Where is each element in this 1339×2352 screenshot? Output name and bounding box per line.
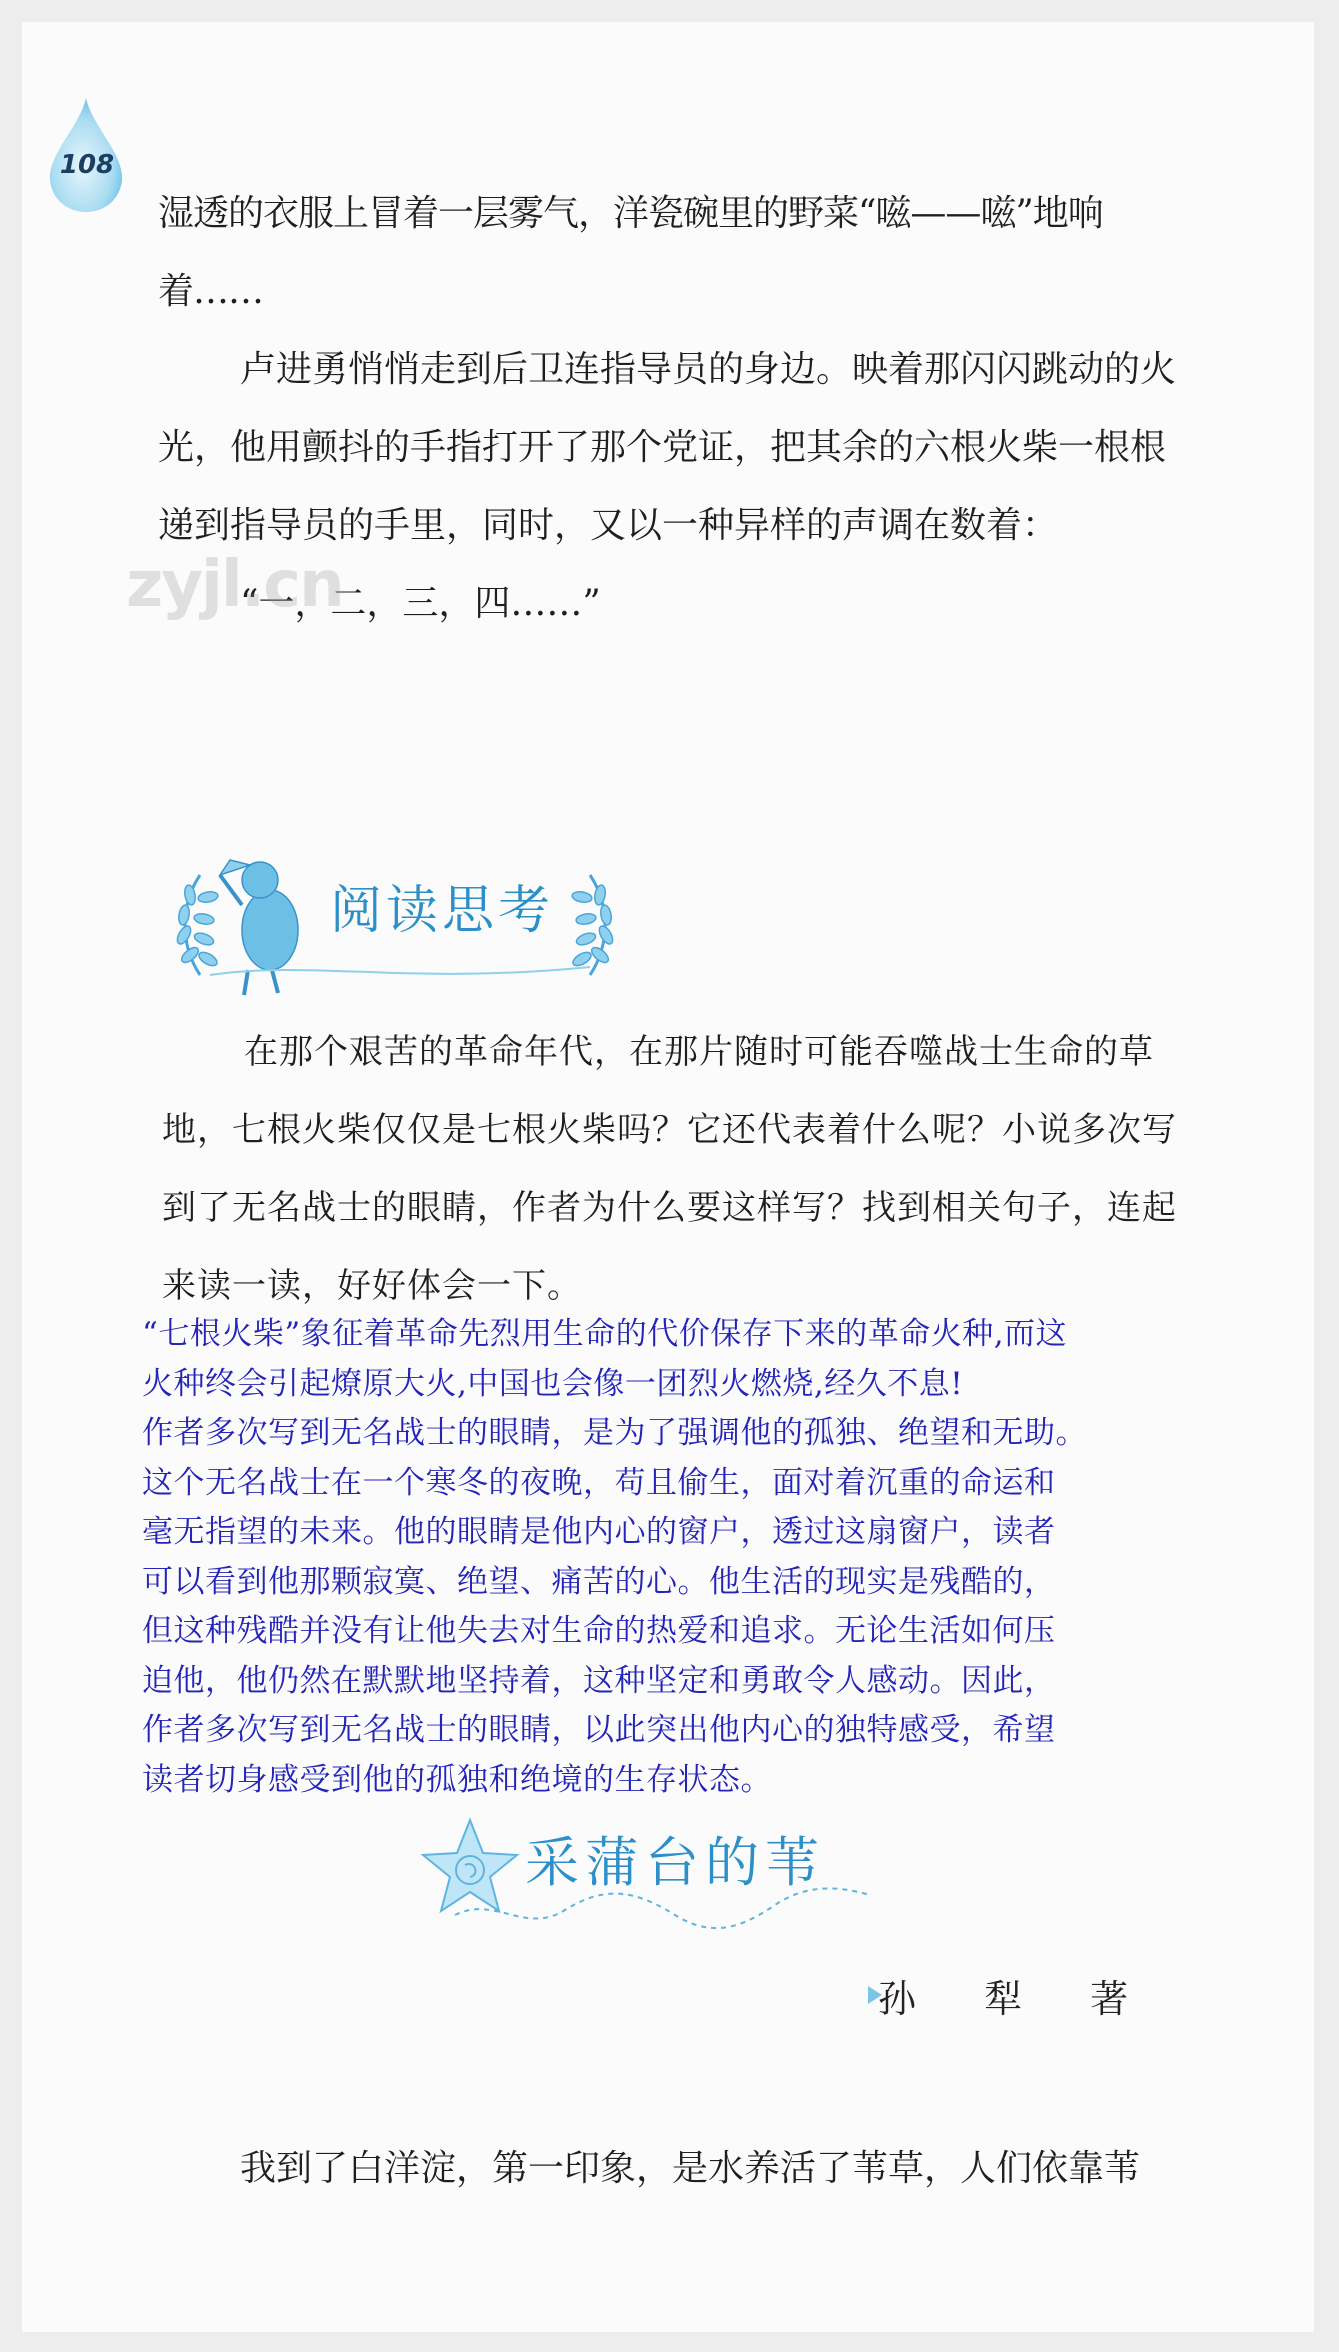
reading-section-title: 阅读思考 (330, 881, 555, 941)
answer-line: 火种终会引起燎原大火,中国也会像一团烈火燃烧,经久不息! (142, 1365, 964, 1402)
answer-line: 迫他，他仍然在默默地坚持着，这种坚定和勇敢令人感动。因此， (142, 1662, 1056, 1699)
answer-line: “七根火柴”象征着革命先烈用生命的代价保存下来的革命火种,而这 (142, 1316, 1068, 1352)
article-author: 孙 犁 著 (878, 1977, 1157, 2021)
reading-question (162, 1013, 1207, 1325)
answer-line: 读者切身感受到他的孤独和绝境的生存状态。 (142, 1761, 772, 1798)
answer-line: 作者多次写到无名战士的眼睛，以此突出他内心的独特感受，希望 (142, 1712, 1056, 1748)
story-paragraph: 湿透的衣服上冒着一层雾气，洋瓷碗里的野菜“嗞——嗞”地响着…… (158, 193, 1103, 312)
handwritten-answer (142, 1310, 1222, 1805)
answer-line: 可以看到他那颗寂寞、绝望、痛苦的心。他生活的现实是残酷的， (142, 1563, 1056, 1600)
watermark: zyjl.cn (126, 548, 343, 622)
story-paragraph: 卢进勇悄悄走到后卫连指导员的身边。映着那闪闪跳动的火光，他用颤抖的手指打开了那个党证，把其余的六根火柴一根根递到指导员的手里，同时，又以一种异样的声调在数着： (158, 349, 1177, 546)
answer-line: 但这种残酷并没有让他失去对生命的热爱和追求。无论生活如何压 (142, 1613, 1056, 1649)
answer-line: 作者多次写到无名战士的眼睛，是为了强调他的孤独、绝望和无助。 (142, 1415, 1087, 1451)
article-first-paragraph: 我到了白洋淀，第一印象，是水养活了苇草，人们依靠苇 (240, 2148, 1141, 2189)
answer-line: 毫无指望的未来。他的眼睛是他内心的窗户，透过这扇窗户，读者 (142, 1514, 1056, 1550)
answer-line: 这个无名战士在一个寒冬的夜晚，苟且偷生，面对着沉重的命运和 (142, 1464, 1056, 1501)
question-text: 在那个艰苦的革命年代，在那片随时可能吞噬战士生命的草地，七根火柴仅仅是七根火柴吗？它还代表着什么呢？小说多次写到了无名战士的眼睛，作者为什么要这样写？找到相关句子，连起来读一读，好好体会一下。 (162, 1032, 1177, 1306)
page-number: 108 (59, 150, 115, 180)
story-paragraph: “一，二，三，四……” (240, 583, 601, 624)
article-title: 采蒲台的苇 (525, 1831, 825, 1894)
